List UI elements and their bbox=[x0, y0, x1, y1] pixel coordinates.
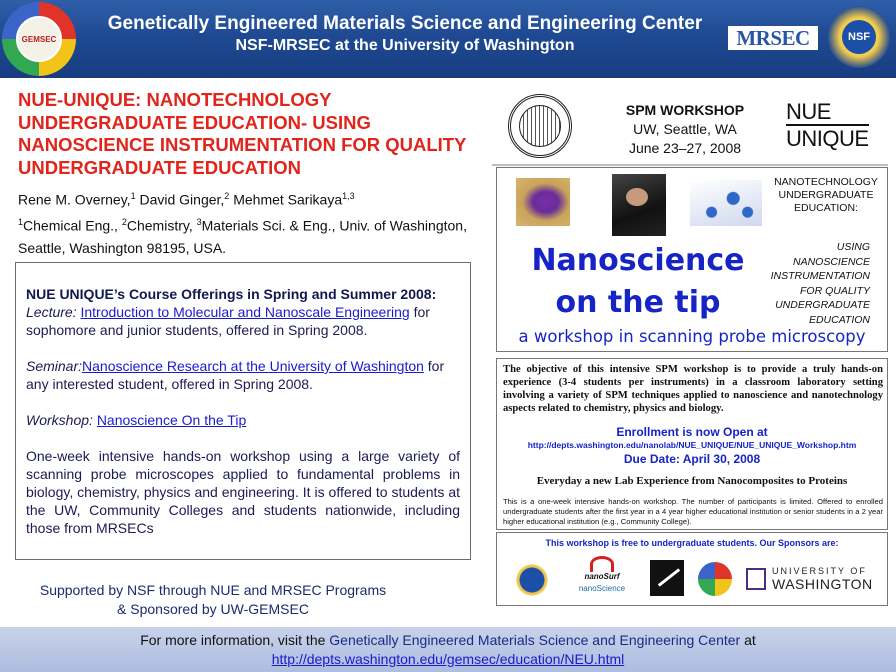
footer-link-row bbox=[0, 651, 896, 667]
due-date: Due Date: April 30, 2008 bbox=[623, 452, 761, 466]
sponsor-figure-logo bbox=[650, 560, 684, 596]
gemsec-sponsor-logo bbox=[698, 562, 732, 596]
author-1: Rene M. Overney, bbox=[18, 191, 131, 208]
everyday-tagline: Everyday a new Lab Experience from Nanocomposites to Proteins bbox=[536, 475, 848, 487]
affil-1: Chemical Eng., bbox=[23, 217, 122, 234]
sponsors-heading: This workshop is free to undergraduate students. Our Sponsors are: bbox=[545, 538, 839, 548]
nanoscience-headline bbox=[508, 240, 768, 324]
nue-tagline: NANOTECHNOLOGY UNDERGRADUATE EDUCATION: bbox=[774, 176, 878, 214]
footer-url-link[interactable]: http://depts.washington.edu/gemsec/education/NEU.html bbox=[271, 651, 625, 667]
affiliations bbox=[18, 211, 488, 259]
lecture-label: Lecture: bbox=[26, 304, 77, 320]
author-3: Mehmet Sarikaya bbox=[233, 191, 343, 208]
nsf-sponsor-logo bbox=[512, 560, 552, 600]
nanosurf-text: nanoSurf bbox=[584, 572, 620, 581]
enrollment-notice: Enrollment is now Open at bbox=[616, 425, 768, 439]
header-subtitle: NSF-MRSEC at the University of Washington bbox=[235, 37, 575, 54]
nue-unique-logo bbox=[786, 100, 870, 160]
nue-logo-line-1: NUE bbox=[786, 99, 831, 124]
workshop-description: One-week intensive hands-on workshop using a large variety of scanning probe microscopes applied to fundamental problems in biology, chemistry, physics and engineering. It is offered to students at the UW, Community Colleges and students nationwide, including those from MRSECs bbox=[26, 448, 460, 536]
student-photo-thumbnail bbox=[612, 174, 666, 236]
course-offerings-box bbox=[15, 262, 471, 560]
nanosurf-sponsor-logo bbox=[566, 556, 638, 600]
seminar-link[interactable]: Nanoscience Research at the University of Washington bbox=[82, 358, 424, 374]
spm-workshop-title: SPM WORKSHOP bbox=[625, 102, 745, 118]
workshop-subtitle: a workshop in scanning probe microscopy bbox=[518, 327, 866, 346]
footer-text-a: For more information, visit the bbox=[140, 632, 330, 648]
nsf-logo bbox=[828, 6, 890, 68]
divider bbox=[492, 164, 888, 166]
supported-line-2: & Sponsored by UW-GEMSEC bbox=[117, 601, 309, 617]
lecture-link[interactable]: Introduction to Molecular and Nanoscale Engineering bbox=[80, 304, 410, 320]
workshop-label: Workshop: bbox=[26, 412, 93, 428]
spm-workshop-info bbox=[600, 120, 770, 158]
surface-plot-thumbnail bbox=[690, 180, 762, 226]
nsf-logo-text: NSF bbox=[842, 20, 876, 54]
affil-2: Chemistry, bbox=[126, 217, 197, 234]
uw-w-icon bbox=[746, 568, 766, 590]
uw-seal-logo bbox=[508, 94, 572, 158]
nue-logo-line-2: UNIQUE bbox=[786, 126, 869, 151]
uw-seal-ring bbox=[519, 105, 561, 147]
sponsor-figure-line bbox=[658, 568, 680, 586]
author-2: David Ginger, bbox=[139, 191, 225, 208]
affil-1-sup: 1 bbox=[18, 217, 24, 227]
footer-center-name: Genetically Engineered Materials Science and Engineering Center bbox=[329, 632, 741, 648]
offerings-heading: NUE UNIQUE’s Course Offerings in Spring and Summer 2008: bbox=[26, 286, 437, 302]
workshop-eligibility: This is a one-week intensive hands-on workshop. The number of participants is limited. Offered to enrolled undergraduate students after the first year in a 4 year higher educational institution or senior students in a 2 year higher educational institution (e.g., Community College). bbox=[503, 497, 883, 526]
seminar-desc: for any interested student, offered in Spring 2008. bbox=[26, 358, 445, 392]
spm-dates: June 23–27, 2008 bbox=[628, 140, 742, 156]
workshop-link[interactable]: Nanoscience On the Tip bbox=[96, 412, 247, 428]
objective-text: The objective of this intensive SPM workshop is to provide a truly hands-on experience (3-4 students per instruments) in a classroom laboratory setting involving a variety of SPM techniques applied to nanoscience and nanotechnology aspects related to chemistry, physics and biology. bbox=[503, 364, 883, 414]
gemsec-logo-center: GEMSEC bbox=[16, 16, 62, 62]
nanosurf-mark-icon bbox=[590, 556, 614, 572]
photo-face bbox=[626, 188, 648, 206]
header-title: Genetically Engineered Materials Science and Engineering Center bbox=[107, 13, 703, 34]
nue-tagline-italic: USING NANOSCIENCE INSTRUMENTATION FOR QUALITY UNDERGRADUATE EDUCATION bbox=[770, 241, 870, 326]
enrollment-url[interactable]: http://depts.washington.edu/nanolab/NUE_UNIQUE/NUE_UNIQUE_Workshop.htm bbox=[527, 440, 857, 450]
headline-line-1: Nanoscience bbox=[531, 243, 745, 278]
affil-3-sup: 3 bbox=[196, 217, 202, 227]
spm-place: UW, Seattle, WA bbox=[633, 121, 737, 137]
supported-by bbox=[18, 581, 408, 619]
author-2-sup: 2 bbox=[224, 191, 230, 201]
lecture-desc: for sophomore and junior students, offered in Spring 2008. bbox=[26, 304, 430, 338]
gemsec-logo bbox=[2, 2, 76, 76]
footer-text-c: at bbox=[740, 632, 756, 648]
uw-line-1: UNIVERSITY OF bbox=[772, 566, 867, 576]
supported-line-1: Supported by NSF through NUE and MRSEC Programs bbox=[39, 582, 387, 598]
slide-nav-controls[interactable]: ◂ ◼ ▸ bbox=[4, 656, 43, 667]
seminar-label: Seminar: bbox=[26, 358, 83, 374]
footer-info bbox=[0, 632, 896, 648]
authors bbox=[18, 186, 488, 210]
afm-image-thumbnail bbox=[516, 178, 570, 226]
poster-title: NUE-UNIQUE: NANOTECHNOLOGY UNDERGRADUATE EDUCATION- USING NANOSCIENCE INSTRUMENTATION FOR QUALITY UNDERGRADUATE EDUCATION bbox=[18, 89, 467, 178]
affil-3: Materials Sci. & Eng., Univ. of Washington, Seattle, Washington 98195, USA. bbox=[18, 217, 467, 256]
headline-line-2: on the tip bbox=[555, 285, 721, 320]
author-1-sup: 1 bbox=[130, 191, 136, 201]
uw-line-2: WASHINGTON bbox=[772, 576, 873, 592]
uw-sponsor-logo bbox=[746, 566, 884, 594]
mrsec-logo: MRSEC bbox=[728, 26, 818, 50]
author-3-sup: 1,3 bbox=[342, 191, 355, 201]
nanoscience-instruments-text: nanoScience bbox=[578, 584, 626, 593]
affil-2-sup: 2 bbox=[121, 217, 127, 227]
